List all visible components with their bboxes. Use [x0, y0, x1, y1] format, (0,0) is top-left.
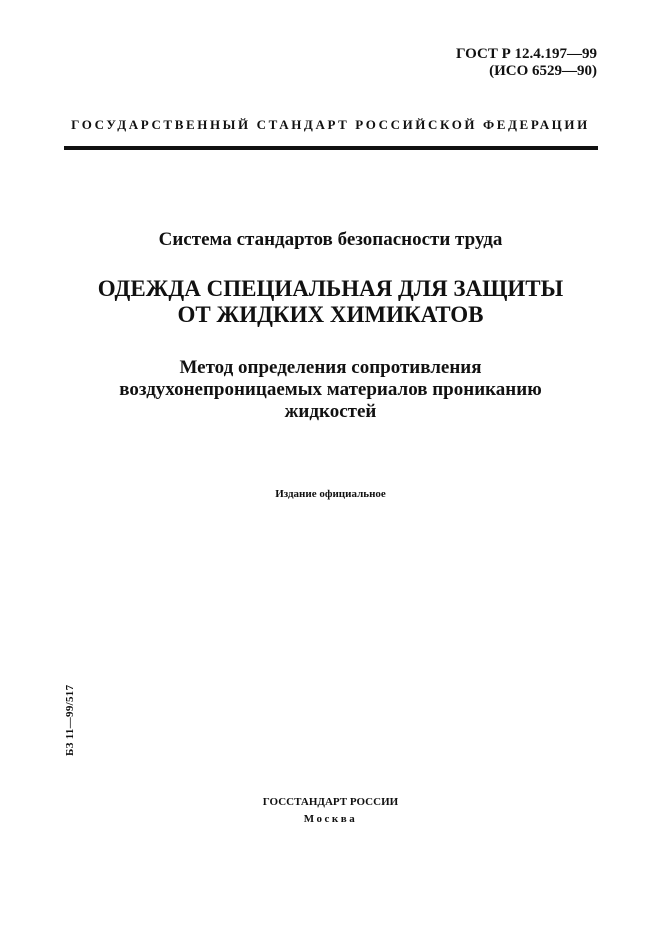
subtitle-line-1: Метод определения сопротивления	[179, 357, 482, 378]
series-title: Система стандартов безопасности труда	[158, 229, 503, 250]
main-title-line-2: ОТ ЖИДКИХ ХИМИКАТОВ	[177, 302, 484, 327]
horizontal-rule	[64, 146, 598, 150]
main-title	[40, 276, 621, 328]
standard-designation	[456, 46, 597, 80]
publisher-name: ГОССТАНДАРТ РОССИИ	[262, 796, 399, 808]
subtitle-line-3: жидкостей	[284, 401, 377, 422]
edition-note: Издание официальное	[275, 488, 386, 500]
subtitle-line-2: воздухонепроницаемых материалов прониканию	[119, 379, 542, 400]
main-title-line-1: ОДЕЖДА СПЕЦИАЛЬНАЯ ДЛЯ ЗАЩИТЫ	[97, 276, 564, 301]
standard-number: ГОСТ Р 12.4.197—99	[455, 46, 597, 62]
publisher-block	[0, 794, 661, 828]
subtitle	[40, 357, 621, 423]
publisher-city: Москва	[303, 813, 358, 825]
side-code: БЗ 11—99/517	[64, 684, 76, 756]
organization-line: ГОСУДАРСТВЕННЫЙ СТАНДАРТ РОССИЙСКОЙ ФЕДЕРАЦИИ	[71, 117, 590, 132]
iso-reference: (ИСО 6529—90)	[489, 63, 597, 79]
